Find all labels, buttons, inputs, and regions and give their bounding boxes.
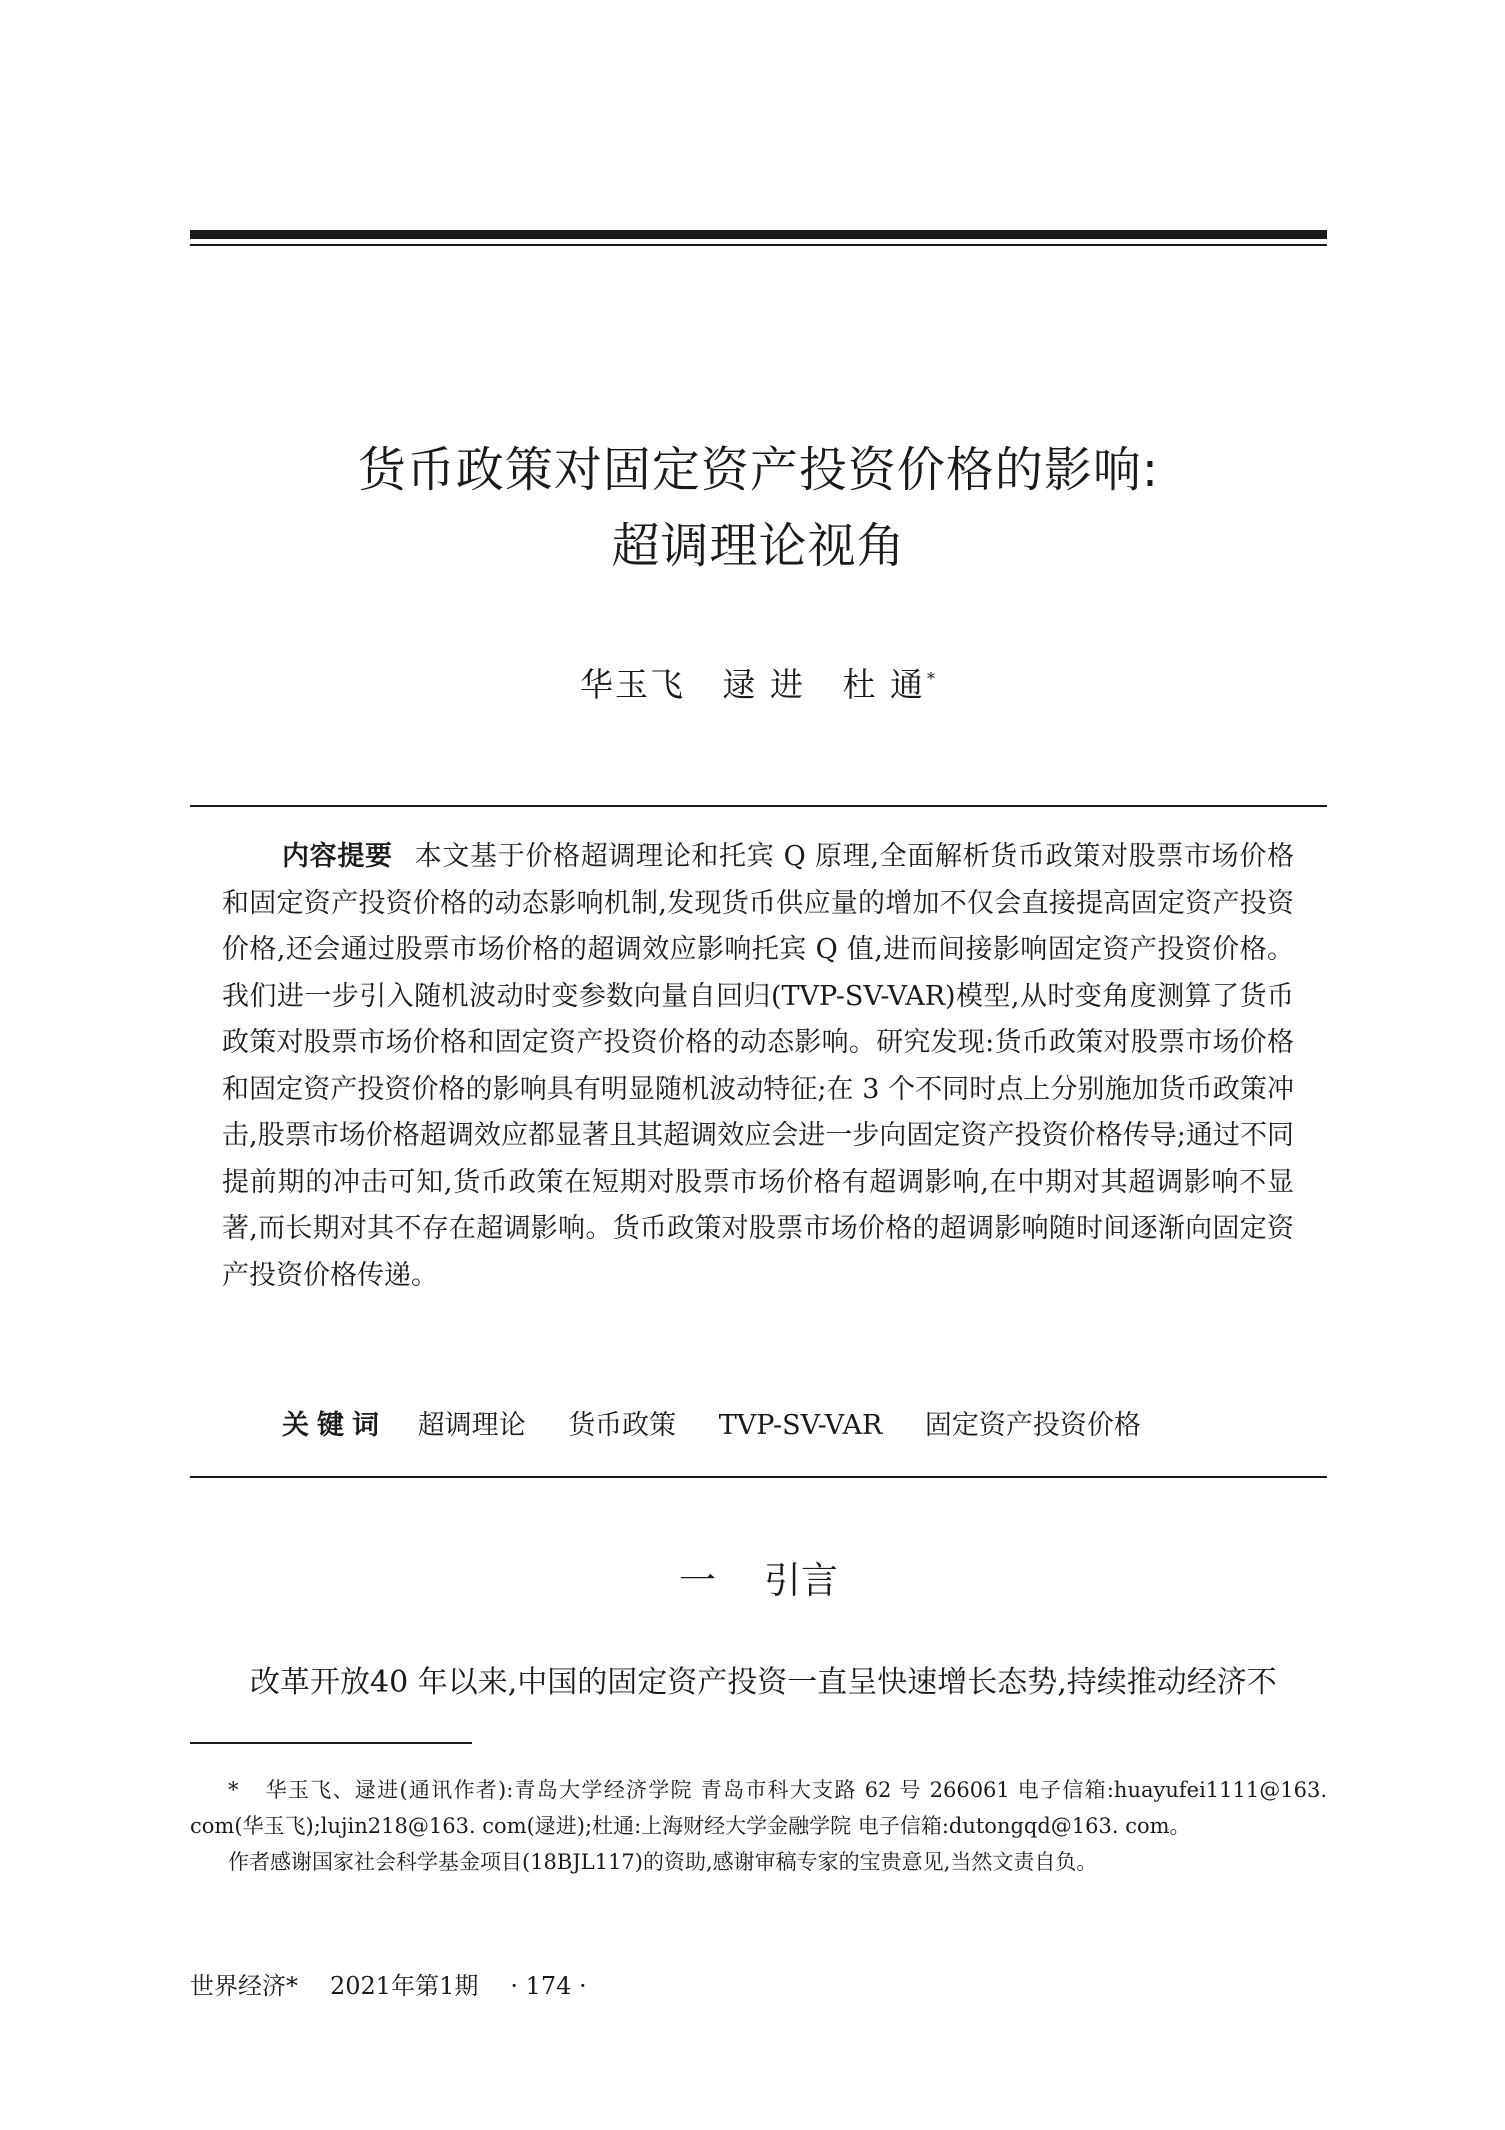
section-heading: [190, 1555, 1327, 1607]
footnote-affiliation: 华玉飞、逯进(通讯作者):青岛大学经济学院 青岛市科大支路 62 号 266061 电子信箱:huayufei1111@163. com(华玉飞);lujin218@163. com(逯进);杜通:上海财经大学金融学院 电子信箱:dutongqd@163. com。: [190, 1778, 1327, 1838]
footer-page-number: · 174 ·: [510, 1972, 587, 2000]
footnote-line-2: 作者感谢国家社会科学基金项目(18BJL117)的资助,感谢审稿专家的宝贵意见,当然文责自负。: [228, 1850, 1098, 1874]
footnote-mark: *: [228, 1778, 239, 1802]
abstract-rule-bottom: [190, 1476, 1327, 1478]
author-list: [190, 660, 1327, 710]
abstract-rule-top: [190, 805, 1327, 807]
keyword-item: 固定资产投资价格: [924, 1410, 1141, 1441]
footnote-line-1: [190, 1772, 1327, 1844]
keyword-item: 超调理论: [417, 1410, 526, 1441]
paper-title: [190, 432, 1327, 584]
abstract: [222, 834, 1294, 1299]
author-footnote-mark: *: [926, 669, 937, 688]
keyword-item: TVP-SV-VAR: [718, 1410, 883, 1441]
author-names: 华玉飞 逯 进 杜 通: [580, 665, 925, 704]
abstract-text: 本文基于价格超调理论和托宾 Q 原理,全面解析货币政策对股票市场价格和固定资产投资价格的动态影响机制,发现货币供应量的增加不仅会直接提高固定资产投资价格,还会通过股票市场价格的超调效应影响托宾 Q 值,进而间接影响固定资产投资价格。我们进一步引入随机波动时变参数向量自回归(TVP-SV-VAR)模型,从时变角度测算了货币政策对股票市场价格和固定资产投资价格的动态影响。研究发现:货币政策对股票市场价格和固定资产投资价格的影响具有明显随机波动特征;在 3 个不同时点上分别施加货币政策冲击,股票市场价格超调效应都显著且其超调效应会进一步向固定资产投资价格传导;通过不同提前期的冲击可知,货币政策在短期对股票市场价格有超调影响,在中期对其超调影响不显著,而长期对其不存在超调影响。货币政策对股票市场价格的超调影响随时间逐渐向固定资产投资价格传递。: [222, 841, 1294, 1291]
title-line-1: 货币政策对固定资产投资价格的影响:: [357, 442, 1160, 498]
keyword-item: 货币政策: [568, 1410, 677, 1441]
header-rule-thin: [190, 244, 1327, 246]
keywords: [282, 1403, 1294, 1449]
keywords-label: 关键词: [282, 1410, 387, 1441]
title-line-2: 超调理论视角: [611, 518, 906, 574]
footer-issue: 2021年第1期: [330, 1972, 479, 2000]
section-number: 一: [679, 1559, 716, 1602]
footer-journal: 世界经济*: [190, 1972, 298, 2000]
header-rule-thick: [190, 230, 1327, 239]
footnote: [190, 1772, 1327, 1880]
section-title: 引言: [764, 1559, 838, 1602]
body-paragraph: 改革开放40 年以来,中国的固定资产投资一直呈快速增长态势,持续推动经济不: [250, 1665, 1277, 1700]
abstract-label: 内容提要: [282, 841, 393, 872]
footnote-rule: [190, 1742, 472, 1744]
running-footer: [190, 1968, 619, 2004]
